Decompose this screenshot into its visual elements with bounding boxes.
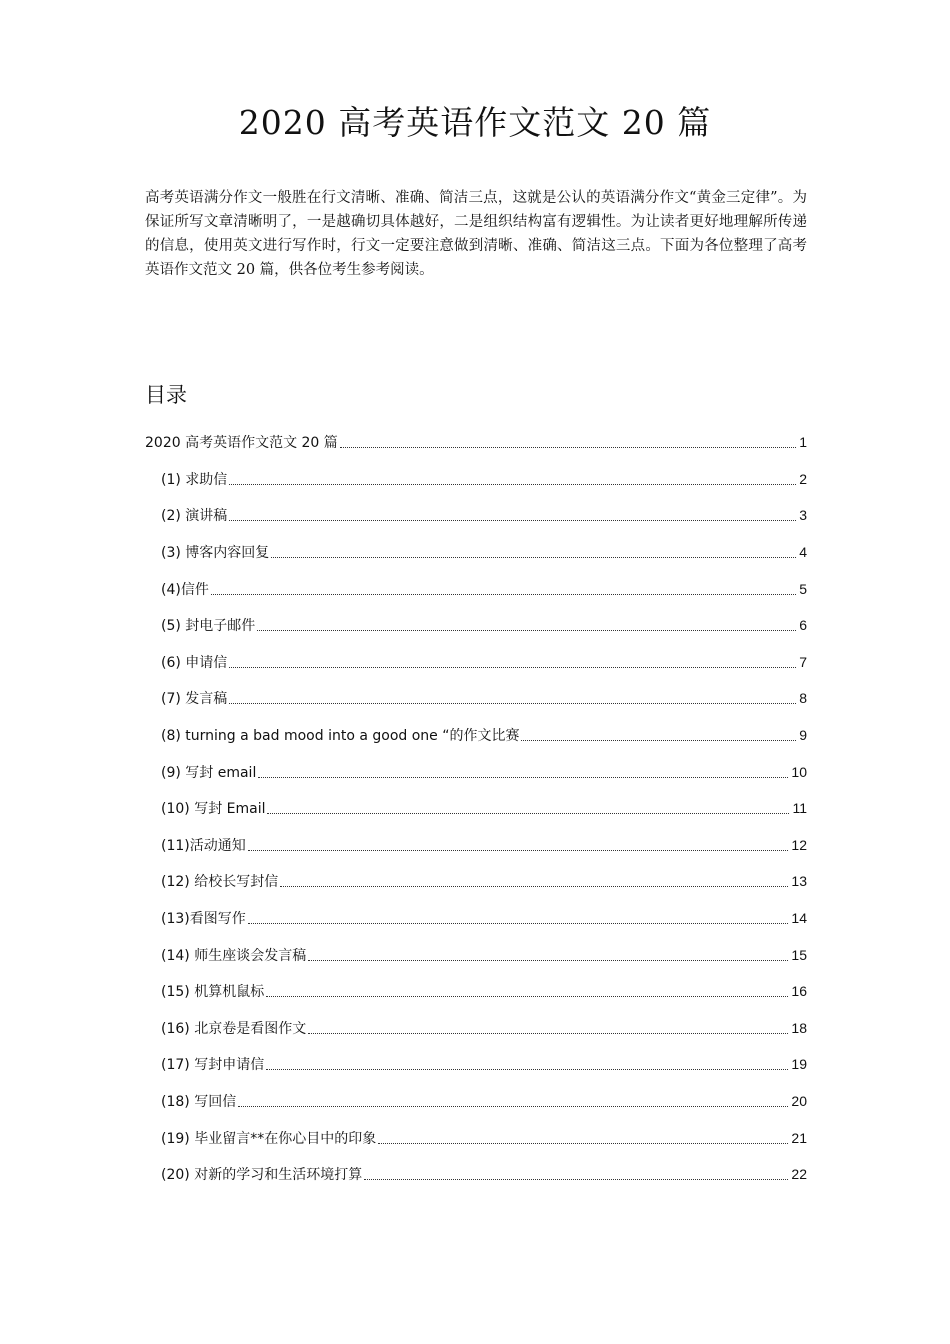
toc-entry[interactable] xyxy=(161,790,807,827)
toc-entry[interactable] xyxy=(161,863,807,900)
toc-entry-label: (7) 发言稿 xyxy=(161,691,228,708)
toc-entry-label: (9) 写封 email xyxy=(161,764,257,781)
toc-heading: 目录 xyxy=(145,383,187,407)
toc-entry-label: (20) 对新的学习和生活环境打算 xyxy=(161,1167,363,1184)
toc-entry-page-number: 10 xyxy=(791,763,807,780)
toc-entry[interactable] xyxy=(161,973,807,1010)
toc-entry[interactable] xyxy=(161,644,807,681)
toc-dot-leader xyxy=(229,519,796,521)
toc-entry[interactable] xyxy=(161,717,807,754)
toc-entry-label: (19) 毕业留言**在你心目中的印象 xyxy=(161,1130,377,1147)
toc-entry-label: (6) 申请信 xyxy=(161,654,228,671)
toc-dot-leader xyxy=(271,556,796,558)
toc-entry-page-number: 14 xyxy=(791,910,807,927)
toc-dot-leader xyxy=(229,702,796,704)
toc-entry-label: (10) 写封 Email xyxy=(161,801,266,818)
toc-entry-label: (15) 机算机鼠标 xyxy=(161,984,265,1001)
toc-dot-leader xyxy=(257,629,796,631)
toc-entry-page-number: 11 xyxy=(792,800,807,817)
toc-entry-label: (3) 博客内容回复 xyxy=(161,545,270,562)
toc-dot-leader xyxy=(229,483,796,485)
toc-entry-page-number: 1 xyxy=(799,434,807,451)
toc-dot-leader xyxy=(267,812,789,814)
toc-entry-label: (2) 演讲稿 xyxy=(161,508,228,525)
toc-entry-page-number: 9 xyxy=(799,727,807,744)
toc-entry-page-number: 19 xyxy=(791,1056,807,1073)
toc-entry-page-number: 12 xyxy=(791,836,807,853)
toc-dot-leader xyxy=(308,1032,788,1034)
toc-dot-leader xyxy=(258,776,788,778)
toc-entry[interactable] xyxy=(161,497,807,534)
toc-entry-label: (13)看图写作 xyxy=(161,911,246,928)
toc-entry-label: 2020 高考英语作文范文 20 篇 xyxy=(145,435,338,452)
toc-entry[interactable] xyxy=(161,827,807,864)
toc-entry-label: (1) 求助信 xyxy=(161,471,228,488)
toc-entry-page-number: 6 xyxy=(799,617,807,634)
toc-entry[interactable] xyxy=(161,607,807,644)
toc-entry-page-number: 8 xyxy=(799,690,807,707)
toc-entry[interactable] xyxy=(161,1156,807,1193)
toc-dot-leader xyxy=(340,446,796,448)
toc-dot-leader xyxy=(266,1068,788,1070)
toc-dot-leader xyxy=(238,1105,788,1107)
toc-entry-label: (16) 北京卷是看图作文 xyxy=(161,1020,307,1037)
toc-entry-page-number: 4 xyxy=(799,544,807,561)
toc-entry[interactable] xyxy=(161,461,807,498)
toc-dot-leader xyxy=(248,922,789,924)
toc-dot-leader xyxy=(266,995,788,997)
toc-entry-page-number: 15 xyxy=(791,946,807,963)
toc-entry-page-number: 16 xyxy=(791,983,807,1000)
toc-dot-leader xyxy=(248,849,789,851)
document-title: 2020 高考英语作文范文 20 篇 xyxy=(238,103,712,142)
toc-dot-leader xyxy=(521,739,796,741)
toc-dot-leader xyxy=(211,593,796,595)
toc-entry-page-number: 13 xyxy=(791,873,807,890)
toc-dot-leader xyxy=(280,885,788,887)
toc-entry-page-number: 2 xyxy=(799,470,807,487)
toc-entry-label: (18) 写回信 xyxy=(161,1093,237,1110)
toc-entry[interactable] xyxy=(161,1083,807,1120)
toc-entry-label: (12) 给校长写封信 xyxy=(161,874,279,891)
toc-entry-page-number: 21 xyxy=(791,1129,807,1146)
table-of-contents xyxy=(0,424,950,1192)
toc-entry[interactable] xyxy=(161,1119,807,1156)
toc-entry-label: (11)活动通知 xyxy=(161,837,246,854)
toc-entry[interactable] xyxy=(161,936,807,973)
toc-entry-label: (5) 封电子邮件 xyxy=(161,618,256,635)
toc-entry[interactable] xyxy=(161,900,807,937)
toc-dot-leader xyxy=(229,666,796,668)
toc-entry-label: (14) 师生座谈会发言稿 xyxy=(161,947,307,964)
toc-entry[interactable] xyxy=(161,534,807,571)
toc-dot-leader xyxy=(378,1142,788,1144)
toc-entry-label: (17) 写封申请信 xyxy=(161,1057,265,1074)
toc-entry[interactable] xyxy=(161,570,807,607)
toc-entry[interactable] xyxy=(161,1010,807,1047)
toc-entry-page-number: 3 xyxy=(799,507,807,524)
toc-entry-page-number: 7 xyxy=(799,653,807,670)
toc-entry-page-number: 20 xyxy=(791,1092,807,1109)
toc-entry-label: (4)信件 xyxy=(161,581,209,598)
toc-entry[interactable] xyxy=(145,424,807,461)
toc-entry[interactable] xyxy=(161,680,807,717)
intro-paragraph: 高考英语满分作文一般胜在行文清晰、准确、简洁三点，这就是公认的英语满分作文“黄金三定律”。为保证所写文章清晰明了，一是越确切具体越好，二是组织结构富有逻辑性。为让读者更好地理解所传递的信息，使用英文进行写作时，行文一定要注意做到清晰、准确、简洁这三点。下面为各位整理了高考英语作文范文 20 篇，供各位考生参考阅读。 xyxy=(145,190,807,278)
toc-entry-page-number: 5 xyxy=(799,580,807,597)
toc-dot-leader xyxy=(308,959,788,961)
toc-entry[interactable] xyxy=(161,1046,807,1083)
toc-entry-label: (8) turning a bad mood into a good one “的作文比赛 xyxy=(161,728,520,745)
toc-entry-page-number: 18 xyxy=(791,1019,807,1036)
toc-entry[interactable] xyxy=(161,753,807,790)
toc-dot-leader xyxy=(364,1178,788,1180)
toc-entry-page-number: 22 xyxy=(791,1166,807,1183)
